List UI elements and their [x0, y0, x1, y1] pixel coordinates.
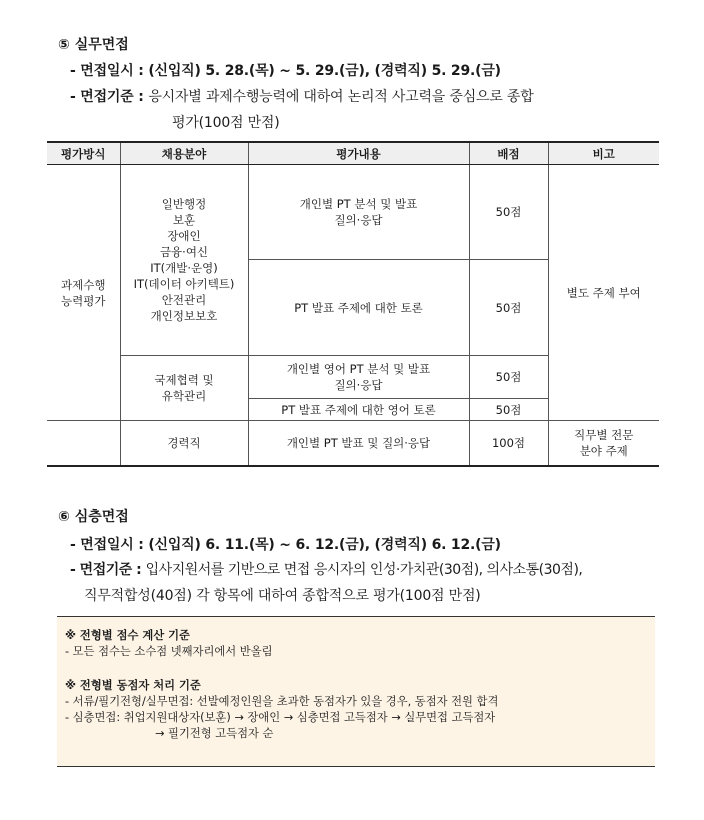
score-cell: 100점 [469, 421, 548, 466]
header-score: 배점 [469, 142, 548, 165]
score-cell: 50점 [469, 165, 548, 260]
score-cell: 50점 [469, 260, 548, 356]
content-cell: 개인별 영어 PT 분석 및 발표 질의·응답 [248, 356, 469, 399]
content-cell: PT 발표 주제에 대한 영어 토론 [248, 399, 469, 421]
note-heading: ※ 전형별 동점자 처리 기준 [65, 679, 201, 692]
score-cell: 50점 [469, 399, 548, 421]
method-cell: 과제수행 능력평가 [47, 165, 120, 421]
field-career-cell: 경력직 [120, 421, 248, 466]
section6-heading: ⑥ 심층면접 [58, 509, 129, 525]
schedule-value: (신입직) 5. 28.(목) ~ 5. 29.(금), (경력직) 5. 29.(금) [148, 63, 501, 79]
section6-criteria-cont: 직무적합성(40점) 각 항목에 대하여 종합적으로 평가(100점 만점) [84, 588, 481, 604]
schedule-value: (신입직) 6. 11.(목) ~ 6. 12.(금), (경력직) 6. 12.(금) [148, 537, 501, 553]
header-method: 평가방식 [47, 142, 120, 165]
note-text: - 서류/필기전형/실무면접: 선발예정인원을 초과한 동점자가 있을 경우, 동점자 전원 합격 [65, 695, 499, 708]
notes-box [57, 616, 655, 767]
note-text: - 모든 점수는 소수점 넷째자리에서 반올림 [65, 645, 273, 658]
section5-heading: ⑤ 실무면접 [58, 37, 129, 53]
schedule-label: - 면접일시 : [70, 537, 149, 553]
evaluation-table [47, 141, 659, 467]
note-cell: 직무별 전문 분야 주제 [548, 421, 659, 466]
section6-criteria [70, 559, 582, 579]
note-heading: ※ 전형별 점수 계산 기준 [65, 629, 190, 642]
schedule-label: - 면접일시 : [70, 63, 149, 79]
header-content: 평가내용 [248, 142, 469, 165]
header-note: 비고 [548, 142, 659, 165]
section6-schedule [70, 534, 501, 554]
criteria-label: - 면접기준 : [70, 89, 149, 105]
content-cell: 개인별 PT 발표 및 질의·응답 [248, 421, 469, 466]
method-cell-empty [47, 421, 120, 466]
table-row [47, 421, 659, 466]
criteria-text: 입사지원서를 기반으로 면접 응시자의 인성·가치관(30점), 의사소통(30점), [145, 562, 583, 578]
header-field: 채용분야 [120, 142, 248, 165]
note-cell: 별도 주제 부여 [548, 165, 659, 421]
table-row [47, 165, 659, 260]
section5-schedule [70, 60, 501, 80]
criteria-label: - 면접기준 : [70, 562, 146, 578]
field-intl-cell: 국제협력 및 유학관리 [120, 356, 248, 421]
note-text: - 심층면접: 취업지원대상자(보훈) → 장애인 → 심층면접 고득점자 → 실무면접 고득점자 [65, 711, 496, 724]
section5-criteria-cont: 평가(100점 만점) [172, 115, 280, 131]
note-text: → 필기전형 고득점자 순 [155, 727, 274, 740]
table-header-row [47, 142, 659, 165]
content-cell: 개인별 PT 분석 및 발표 질의·응답 [248, 165, 469, 260]
section5-criteria [70, 86, 534, 106]
field-general-cell: 일반행정 보훈 장애인 금융·여신 IT(개발·운영) IT(데이터 아키텍트) 안전관리 개인정보보호 [120, 165, 248, 356]
criteria-text: 응시자별 과제수행능력에 대하여 논리적 사고력을 중심으로 종합 [148, 89, 534, 105]
content-cell: PT 발표 주제에 대한 토론 [248, 260, 469, 356]
score-cell: 50점 [469, 356, 548, 399]
